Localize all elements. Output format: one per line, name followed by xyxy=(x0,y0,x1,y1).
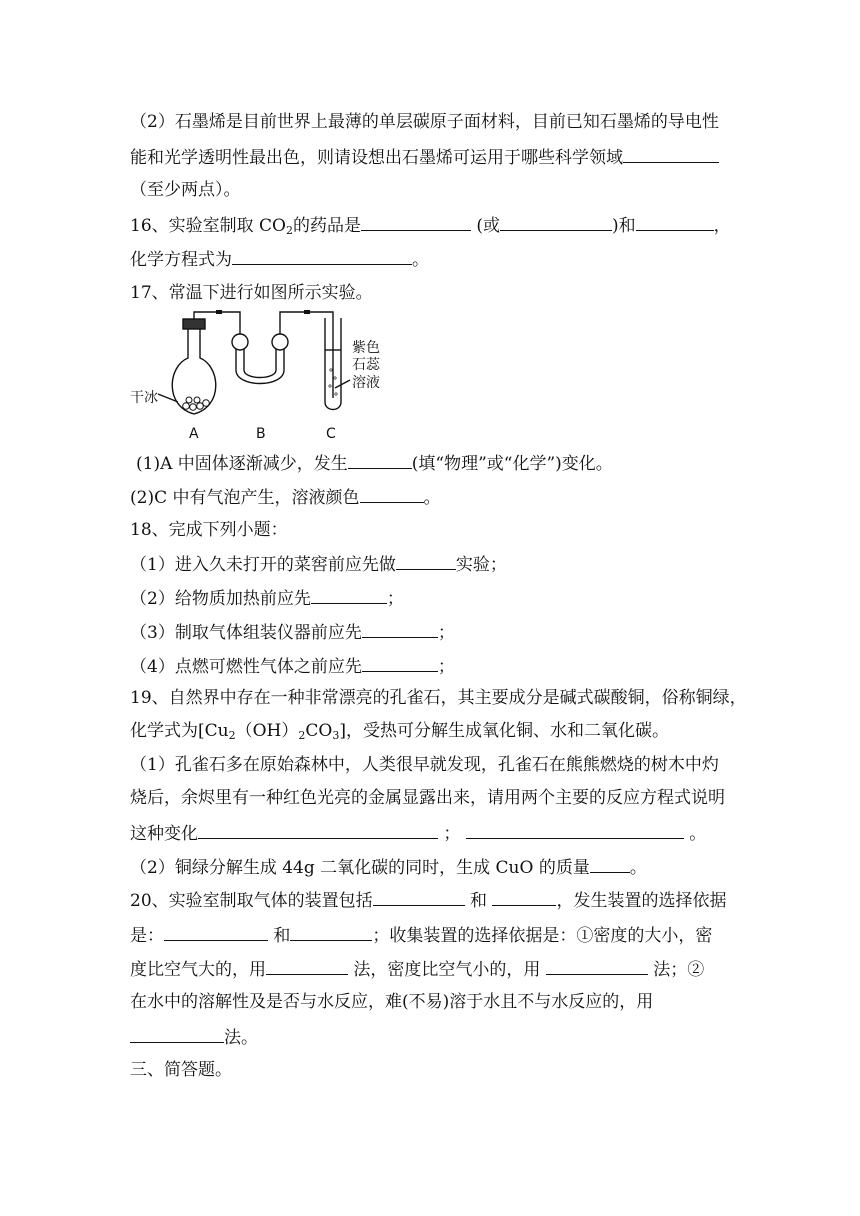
q17-title: 17、常温下进行如图所示实验。 xyxy=(130,283,373,303)
answer-blank[interactable] xyxy=(130,1024,224,1043)
q18-part4: （4）点燃可燃性气体之前应先 ； xyxy=(130,653,455,679)
flask-stopper xyxy=(183,319,205,329)
answer-blank[interactable] xyxy=(590,854,630,873)
q17-part2: (2)C 中有气泡产生，溶液颜色 。 xyxy=(130,484,441,510)
q18-title: 18、完成下列小题： xyxy=(130,520,288,540)
q20-line3: 度比空气大的，用 法，密度比空气小的，用 法；② xyxy=(130,956,704,982)
q15-2-line1: （2）石墨烯是目前世界上最薄的单层碳原子面材料，目前已知石墨烯的导电性 xyxy=(130,112,719,132)
answer-blank[interactable] xyxy=(232,246,412,265)
answer-blank[interactable] xyxy=(362,619,438,638)
u-tube-bulb-left xyxy=(232,334,248,350)
q19-part2: （2）铜绿分解生成 44g 二氧化碳的同时，生成 CuO 的质量 。 xyxy=(130,854,647,880)
answer-blank[interactable] xyxy=(373,887,465,906)
answer-blank[interactable] xyxy=(266,956,348,975)
label-c: C xyxy=(326,426,336,442)
answer-blank[interactable] xyxy=(492,887,556,906)
q19-line2: 化学式为$[Cu_2(OH)_2CO_3]$，受热可分解生成氧化铜、水和二氧化碳。 xyxy=(130,721,669,742)
q20-line1: 20、实验室制取气体的装置包括 和 ，发生装置的选择依据 xyxy=(130,887,726,913)
label-litmus-1: 紫色 xyxy=(352,340,380,356)
q17-part1: (1)A 中固体逐渐减少，发生 (填“物理”或“化学”)变化。 xyxy=(136,450,613,476)
q18-part1: （1）进入久未打开的菜窖前应先做 实验； xyxy=(130,551,507,577)
label-b: B xyxy=(256,426,266,442)
answer-blank[interactable] xyxy=(198,820,438,839)
answer-blank[interactable] xyxy=(466,820,684,839)
q20-line4: 在水中的溶解性及是否与水反应，难(不易)溶于水且不与水反应的，用 xyxy=(130,992,654,1012)
q16-line2: 化学方程式为 。 xyxy=(130,246,429,272)
answer-blank[interactable] xyxy=(500,212,612,231)
q19-part1-line1: （1）孔雀石多在原始森林中，人类很早就发现，孔雀石在熊熊燃烧的树木中灼 xyxy=(130,755,719,775)
q15-2-line2: 能和光学透明性最出色，则请设想出石墨烯可运用于哪些科学领域 xyxy=(130,144,719,170)
answer-blank[interactable] xyxy=(290,922,372,941)
q20-line2: 是： 和 ；收集装置的选择依据是：①密度的大小，密 xyxy=(130,922,712,948)
q20-line5: 法。 xyxy=(130,1024,258,1050)
answer-blank[interactable] xyxy=(623,144,719,163)
q18-part3: （3）制取气体组装仪器前应先 ； xyxy=(130,619,455,645)
label-a: A xyxy=(189,426,199,442)
q18-part2: （2）给物质加热前应先 ； xyxy=(130,585,404,611)
answer-blank[interactable] xyxy=(348,450,412,469)
q16-line1: 16、实验室制取 $CO_2$的药品是 (或 )和 ， xyxy=(130,212,731,243)
answer-blank[interactable] xyxy=(164,922,268,941)
q15-2-line3: （至少两点）。 xyxy=(130,180,241,200)
label-litmus-2: 石蕊 xyxy=(352,357,380,373)
experiment-apparatus-figure xyxy=(130,310,400,445)
answer-blank[interactable] xyxy=(636,212,714,231)
answer-blank[interactable] xyxy=(360,484,424,503)
section-3-title: 三、简答题。 xyxy=(130,1060,232,1080)
answer-blank[interactable] xyxy=(396,551,456,570)
q19-part1-line3: 这种变化 ； 。 xyxy=(130,820,706,846)
label-dry-ice: 干冰 xyxy=(130,390,158,406)
answer-blank[interactable] xyxy=(546,956,648,975)
answer-blank[interactable] xyxy=(361,212,471,231)
answer-blank[interactable] xyxy=(311,585,387,604)
q19-part1-line2: 烧后，余烬里有一种红色光亮的金属显露出来，请用两个主要的反应方程式说明 xyxy=(130,788,725,808)
label-litmus-3: 溶液 xyxy=(352,375,380,391)
q19-line1: 19、自然界中存在一种非常漂亮的孔雀石，其主要成分是碱式碳酸铜，俗称铜绿， xyxy=(130,688,747,708)
answer-blank[interactable] xyxy=(362,653,438,672)
u-tube-bulb-right xyxy=(272,334,288,350)
